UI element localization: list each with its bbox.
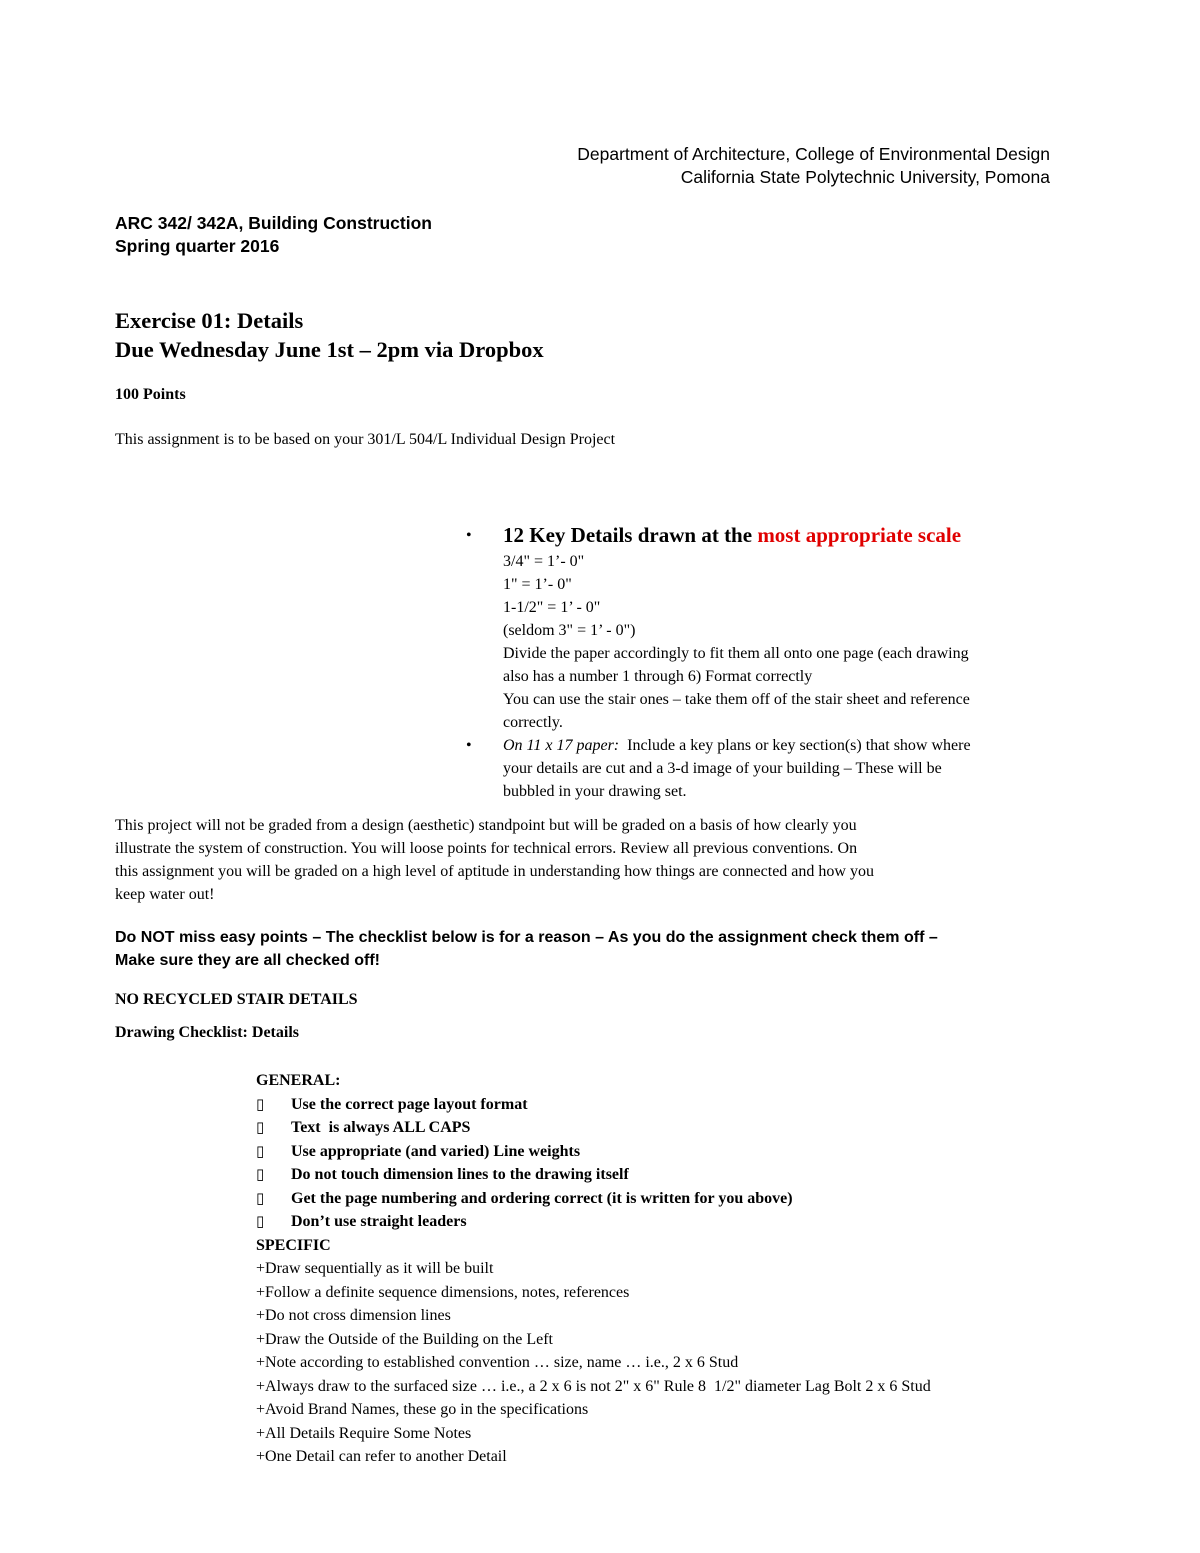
checkbox-icon[interactable]: ▯ xyxy=(256,1188,265,1207)
specific-rule: +All Details Require Some Notes xyxy=(256,1424,472,1442)
checklist-item[interactable] xyxy=(256,1093,931,1117)
specific-rule: +Do not cross dimension lines xyxy=(256,1307,451,1324)
course-info xyxy=(115,212,432,258)
checklist-item-label: Text is always ALL CAPS xyxy=(291,1119,471,1136)
paper-size-note: On 11 x 17 paper: xyxy=(503,737,620,754)
checklist-item-label: Get the page numbering and ordering correct (it is written for you above) xyxy=(291,1189,793,1207)
scale-option: 3/4" = 1’- 0" xyxy=(503,553,585,570)
requirement-key-plans xyxy=(463,734,1083,803)
exercise-due-date: Due Wednesday June 1st – 2pm via Dropbox xyxy=(115,337,544,362)
drawing-checklist xyxy=(256,1069,931,1469)
warning-note xyxy=(115,926,1065,972)
specific-rule: +Follow a definite sequence dimensions, notes, references xyxy=(256,1283,630,1301)
course-title: ARC 342/ 342A, Building Construction xyxy=(115,213,432,233)
no-recycled-notice: NO RECYCLED STAIR DETAILS xyxy=(115,991,358,1008)
checklist-item-label: Don’t use straight leaders xyxy=(291,1213,467,1230)
university-line: California State Polytechnic University, Pomona xyxy=(680,167,1050,187)
key-plans-text: Include a key plans or key section(s) that show where xyxy=(619,737,971,754)
key-details-heading-emphasis: most appropriate scale xyxy=(757,523,962,547)
divide-paper-line: Divide the paper accordingly to fit them all onto one page (each drawing xyxy=(503,645,969,662)
grading-line: This project will not be graded from a design (aesthetic) standpoint but will be graded on a basis of how clearly you xyxy=(115,817,857,834)
warning-line: Make sure they are all checked off! xyxy=(115,952,380,969)
course-term: Spring quarter 2016 xyxy=(115,236,280,256)
checkbox-icon[interactable]: ▯ xyxy=(256,1094,265,1113)
specific-rule: +One Detail can refer to another Detail xyxy=(256,1448,507,1465)
department-line: Department of Architecture, College of Environmental Design xyxy=(577,144,1050,164)
checklist-item[interactable] xyxy=(256,1140,931,1164)
specific-rule: +Draw the Outside of the Building on the Left xyxy=(256,1330,553,1348)
scale-option: 1-1/2" = 1’ - 0" xyxy=(503,599,601,616)
grading-paragraph xyxy=(115,814,1065,906)
requirement-key-details xyxy=(463,520,1083,734)
general-label: GENERAL: xyxy=(256,1072,341,1089)
checkbox-icon[interactable]: ▯ xyxy=(256,1212,265,1230)
checklist-item[interactable] xyxy=(256,1163,931,1187)
checklist-title: Drawing Checklist: Details xyxy=(115,1024,299,1041)
specific-label: SPECIFIC xyxy=(256,1236,331,1254)
stair-note-line: You can use the stair ones – take them off of the stair sheet and reference xyxy=(503,691,970,708)
key-details-heading-text: 12 Key Details drawn at the xyxy=(503,523,758,547)
requirements-list xyxy=(463,520,1083,803)
checkbox-icon[interactable]: ▯ xyxy=(256,1118,265,1136)
key-details-heading xyxy=(503,520,1083,550)
specific-rule: +Draw sequentially as it will be built xyxy=(256,1260,494,1277)
checklist-item-label: Use the correct page layout format xyxy=(291,1095,528,1113)
key-plans-line: bubbled in your drawing set. xyxy=(503,783,687,800)
checkbox-icon[interactable]: ▯ xyxy=(256,1165,265,1183)
divide-paper-line: also has a number 1 through 6) Format correctly xyxy=(503,668,813,685)
checklist-item-label: Use appropriate (and varied) Line weights xyxy=(291,1142,581,1160)
grading-line: keep water out! xyxy=(115,886,215,903)
department-header xyxy=(577,143,1050,189)
specific-rule: +Note according to established convention … size, name … i.e., 2 x 6 Stud xyxy=(256,1354,739,1371)
grading-line: this assignment you will be graded on a high level of aptitude in understanding how things are connected and how you xyxy=(115,863,874,880)
scale-option: (seldom 3" = 1’ - 0") xyxy=(503,622,636,639)
bullet-icon: • xyxy=(466,527,472,544)
exercise-heading xyxy=(115,306,544,364)
checklist-item-label: Do not touch dimension lines to the drawing itself xyxy=(291,1166,629,1183)
grading-line: illustrate the system of construction. You will loose points for technical errors. Review all previous conventions. On xyxy=(115,840,858,857)
exercise-title: Exercise 01: Details xyxy=(115,308,304,333)
checklist-item[interactable] xyxy=(256,1210,931,1234)
assignment-basis: This assignment is to be based on your 301/L 504/L Individual Design Project xyxy=(115,431,616,448)
key-plans-line: your details are cut and a 3-d image of your building – These will be xyxy=(503,760,942,777)
points-label: 100 Points xyxy=(115,386,186,403)
specific-rule: +Avoid Brand Names, these go in the specifications xyxy=(256,1401,589,1418)
checkbox-icon[interactable]: ▯ xyxy=(256,1141,265,1160)
stair-note-line: correctly. xyxy=(503,714,563,731)
key-plans-line xyxy=(503,734,1083,757)
specific-rule: +Always draw to the surfaced size … i.e., a 2 x 6 is not 2" x 6" Rule 8 1/2" diameter Lag Bolt 2 x 6 Stud xyxy=(256,1377,931,1395)
checklist-item[interactable] xyxy=(256,1187,931,1211)
scale-option: 1" = 1’- 0" xyxy=(503,576,572,593)
warning-line: Do NOT miss easy points – The checklist below is for a reason – As you do the assignment check them off – xyxy=(115,929,938,946)
checklist-item[interactable] xyxy=(256,1116,931,1140)
bullet-icon: • xyxy=(466,737,472,754)
